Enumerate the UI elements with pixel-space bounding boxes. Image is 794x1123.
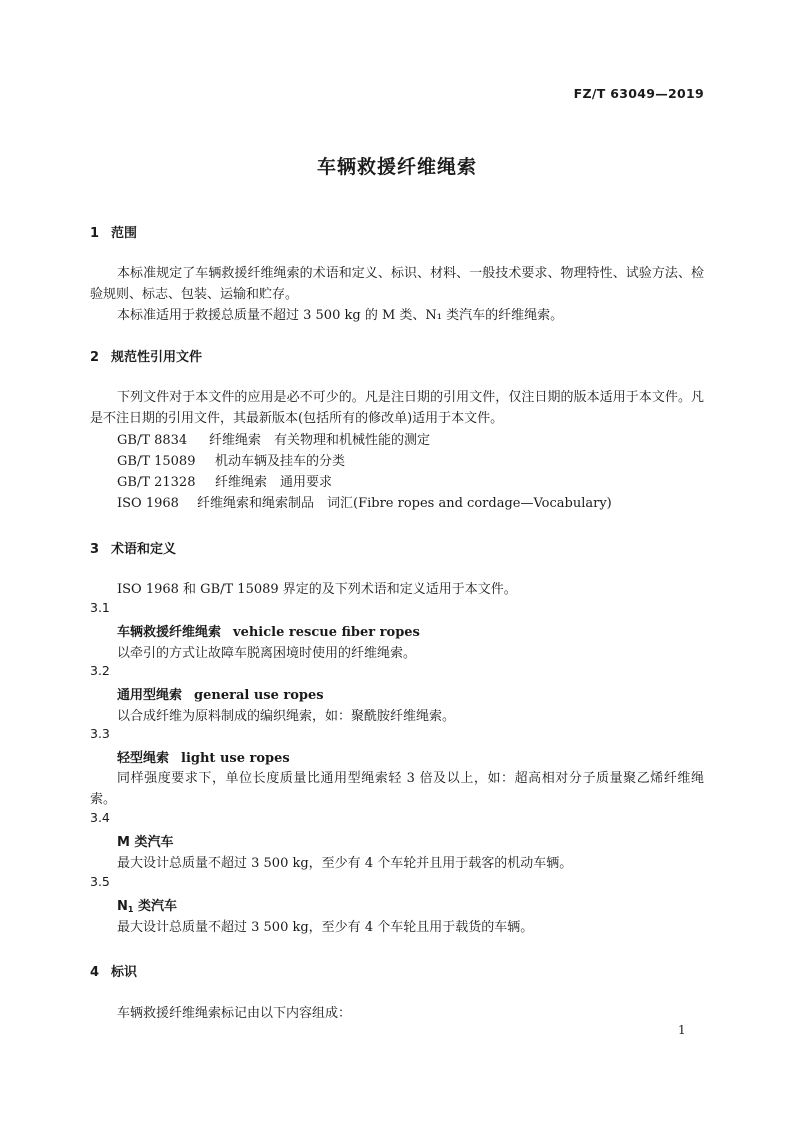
section-2-paragraph-1: 下列文件对于本文件的应用是必不可少的。凡是注日期的引用文件，仅注日期的版本适用于本文件。凡是不注日期的引用文件，其最新版本(包括所有的修改单)适用于本文件。	[90, 390, 704, 426]
reference-title: 机动车辆及挂车的分类	[215, 454, 346, 469]
section-title: 术语和定义	[111, 542, 177, 557]
term-heading	[117, 895, 177, 914]
term-heading	[117, 747, 290, 766]
term-definition: 最大设计总质量不超过 3 500 kg，至少有 4 个车轮并且用于载客的机动车辆。	[117, 856, 573, 871]
term-zh: 轻型绳索	[117, 751, 170, 766]
clause-number: 3.3	[90, 726, 110, 741]
reference-code: ISO 1968	[117, 496, 179, 511]
term-zh: 车辆救援纤维绳索	[117, 625, 222, 640]
term-en: light use ropes	[181, 751, 290, 766]
section-1-paragraph-1: 本标准规定了车辆救援纤维绳索的术语和定义、标识、材料、一般技术要求、物理特性、试验方法、检验规则、标志、包装、运输和贮存。	[90, 266, 704, 302]
document-title: 车辆救援纤维绳索	[316, 156, 477, 178]
section-1-paragraph-2: 本标准适用于救援总质量不超过 3 500 kg 的 M 类、N₁ 类汽车的纤维绳索。	[117, 308, 564, 323]
reference-item	[117, 429, 430, 448]
section-number: 3	[90, 542, 100, 557]
term-zh-subscript: 1	[127, 905, 134, 914]
section-number: 4	[90, 965, 100, 980]
term-zh	[117, 899, 177, 914]
term-en: general use ropes	[194, 688, 324, 703]
section-4-heading	[90, 961, 137, 980]
term-heading	[117, 621, 420, 640]
section-number: 2	[90, 350, 100, 365]
term-zh: 通用型绳索	[117, 688, 183, 703]
section-2-heading	[90, 346, 202, 365]
term-zh-main: N	[117, 899, 128, 914]
term-definition: 以牵引的方式让故障车脱离困境时使用的纤维绳索。	[117, 646, 417, 661]
term-en: vehicle rescue fiber ropes	[233, 625, 420, 640]
term-definition: 以合成纤维为原料制成的编织绳索，如：聚酰胺纤维绳索。	[117, 709, 456, 724]
reference-title: 纤维绳索 有关物理和机械性能的测定	[209, 433, 431, 448]
term-definition: 同样强度要求下，单位长度质量比通用型绳索轻 3 倍及以上，如：超高相对分子质量聚乙烯纤维绳索。	[90, 771, 704, 807]
section-4-paragraph-1: 车辆救援纤维绳索标记由以下内容组成：	[117, 1006, 352, 1021]
reference-code: GB/T 8834	[117, 433, 188, 448]
reference-item	[117, 471, 332, 490]
term-zh: M 类汽车	[117, 835, 174, 850]
reference-item	[117, 450, 345, 469]
section-title: 范围	[111, 226, 138, 241]
term-heading	[117, 831, 173, 850]
section-1-heading	[90, 222, 137, 241]
page-number: 1	[678, 1023, 686, 1037]
section-3-heading	[90, 538, 176, 557]
reference-title: 纤维绳索和绳索制品 词汇(Fibre ropes and cordage—Vocabulary)	[197, 496, 612, 511]
reference-code: GB/T 21328	[117, 475, 196, 490]
term-heading	[117, 684, 324, 703]
section-3-paragraph-1: ISO 1968 和 GB/T 15089 界定的及下列术语和定义适用于本文件。	[117, 582, 517, 597]
clause-number: 3.1	[90, 600, 110, 615]
reference-item	[117, 492, 612, 511]
section-title: 标识	[111, 965, 138, 980]
clause-number: 3.2	[90, 663, 110, 678]
term-zh-tail: 类汽车	[133, 899, 177, 914]
section-number: 1	[90, 226, 100, 241]
reference-code: GB/T 15089	[117, 454, 196, 469]
clause-number: 3.4	[90, 810, 110, 825]
section-title: 规范性引用文件	[111, 350, 203, 365]
term-definition: 最大设计总质量不超过 3 500 kg，至少有 4 个车轮且用于载货的车辆。	[117, 920, 534, 935]
standard-number: FZ/T 63049—2019	[573, 86, 704, 101]
reference-title: 纤维绳索 通用要求	[215, 475, 333, 490]
clause-number: 3.5	[90, 874, 110, 889]
